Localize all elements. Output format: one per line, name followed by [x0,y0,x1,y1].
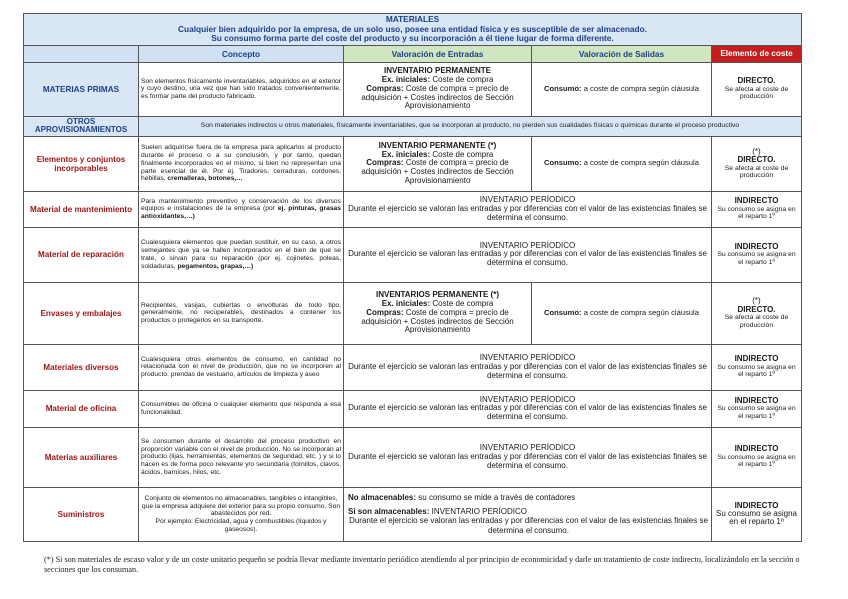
elemento-title: DIRECTO. [737,155,776,165]
row-name-diversos: Materiales diversos [24,344,139,390]
entradas-ex: Ex. iniciales: Coste de compra [381,299,494,309]
periodico-text: Durante el ejercicio se valoran las entradas y por diferencias con el valor de las existencias finales se determina el consumo. [348,249,707,268]
valoracion-suministros [344,487,712,541]
periodico-text: Durante el ejercicio se valoran las entradas y por diferencias con el valor de las existencias finales se determina el consumo. [348,451,707,470]
row-envases [24,282,802,344]
table-header-row [24,14,802,46]
entradas-compras: Compras: Coste de compra = precio de adquisición + Costes indirectos de Sección Aprovisionamiento [361,83,514,111]
column-header-entradas: Valoración de Entradas [344,45,532,62]
table-title: MATERIALES [385,14,440,24]
elemento-elementos [712,136,802,191]
elemento-title: INDIRECTO [734,354,779,364]
elemento-oficina [712,390,802,427]
valoracion-auxiliares [344,427,712,487]
row-reparacion [24,227,802,282]
salidas-envases: Consumo: a coste de compra según cláusula [532,282,712,344]
periodico-title: INVENTARIO PERÍODICO [479,394,576,404]
entradas-ex: Ex. iniciales: Coste de compra [381,149,494,159]
periodico-text: Durante el ejercicio se valoran las entradas y por diferencias con el valor de las existencias finales se determina el consumo. [348,203,707,222]
elemento-note: Se afecta al coste de producción [724,314,789,329]
elemento-note: Su consumo se asigna en el reparto 1º [717,251,796,266]
row-name-oficina: Material de oficina [24,390,139,427]
concepto-diversos: Cualesquiera otros elementos de consumo, en cantidad no relacionada con el nivel de producción, que no se incorporen al producto: prendas de vestuario, artículos de limpieza y aseo [139,344,344,390]
concepto-suministros [139,487,344,541]
elemento-title: DIRECTO. [737,76,776,86]
row-auxiliares [24,427,802,487]
footnote: (*) Si son materiales de escaso valor y de un coste unitario pequeño se podría llevar mediante inventario periódico atendiendo al por principio de economicidad y darle un tratamiento de coste indirecto, localizándolo en la sección o secciones que los consuman. [44,555,800,574]
row-mantenimiento [24,191,802,227]
valoracion-reparacion [344,227,712,282]
periodico-text: Durante el ejercicio se valoran las entradas y por diferencias con el valor de las existencias finales se determina el consumo. [348,403,707,422]
definition-line-2: Su consumo forma parte del coste del producto y su incorporación a él tiene lugar de forma diferente. [211,33,614,44]
entradas-envases [344,282,532,344]
periodico-title: INVENTARIO PERÍODICO [479,353,576,363]
row-name-reparacion: Material de reparación [24,227,139,282]
row-suministros [24,487,802,541]
row-name-suministros: Suministros [24,487,139,541]
otros-description: Son materiales indirectos u otros materiales, físicamente inventariables, que se incorporan al producto, no pierden sus cualidades físicas o químicas durante el proceso productivo [139,116,802,136]
materiales-table [23,13,802,542]
row-otros-aprovisionamientos [24,116,802,136]
concepto-text: Conjunto de elementos no almacenables, tangibles o intangibles, que la empresa adquiere del exterior para su propio consumo. Son abastecidos por red. [141,494,341,518]
periodico-text: Durante el ejercicio se valoran las entradas y por diferencias con el valor de las existencias finales se determina el consumo. [348,361,707,380]
concepto-mantenimiento: Para mantenimiento preventivo y conservación de los diversos equipos e instalaciones de la empresa (por ej. pinturas, grasas antioxidantes,…) [139,191,344,227]
table-title-cell [24,14,802,46]
entradas-title: INVENTARIO PERMANENTE [384,66,491,76]
elemento-diversos [712,344,802,390]
row-name-envases: Envases y embalajes [24,282,139,344]
concepto-elementos: Suelen adquirirse fuera de la empresa para aplicarlos al producto durante el proceso o a su conclusión, y por tanto, quedan finalmente incorporados en el mismo, si bien no representan una parte esencial de él. Por ej. Tiradores, cerraduras, cordones, hebillas, cremalleras, botones,… [139,136,344,191]
elemento-materias-primas [712,62,802,116]
row-name-mantenimiento: Material de mantenimiento [24,191,139,227]
entradas-title: INVENTARIO PERMANENTE (*) [378,140,497,150]
concepto-envases: Recipientes, vasijas, cubiertas o envolturas de todo tipo, generalmente, no recuperables, destinados a contener los productos o protegerlos en su transporte. [139,282,344,344]
concepto-reparacion: Cualesquiera elementos que puedan sustituir, en su caso, a otros semejantes que ya se hallen incorporados en el bien de que se trate, o sirvan para su reparación (por ej. cojinetes. poleas, soldaduras, pegamentos, grapas,…) [139,227,344,282]
elemento-title: INDIRECTO [734,444,779,454]
elemento-envases [712,282,802,344]
elemento-auxiliares [712,427,802,487]
no-almacenables: No almacenables: su consumo se mide a través de contadores [348,493,576,503]
elemento-mark: (*) [752,146,761,156]
elemento-title: INDIRECTO [734,395,779,405]
elemento-title: DIRECTO. [737,304,776,314]
concepto-example: Por ejemplo: Electricidad, agua y combustibles (líquidos y gaseosos). [155,518,327,533]
elemento-reparacion [712,227,802,282]
column-headers-row [24,45,802,62]
entradas-elementos [344,136,532,191]
concepto-auxiliares: Se consumen durante el desarrollo del proceso productivo en proporción variable con el nivel de producción. No se incorporan al producto (lijas, herramientas, elementos de seguridad, etc. ) y si lo hacen es de forma poco relevante y/o secundaria (tornillos, clavos, ácidos, barnices, hilos, etc. [139,427,344,487]
row-oficina [24,390,802,427]
elemento-suministros [712,487,802,541]
elemento-note: Se afecta al coste de producción [724,85,789,101]
elemento-mark: (*) [752,296,761,306]
elemento-note: Su consumo se asigna en el reparto 1º [717,405,796,420]
entradas-compras: Compras: Coste de compra = precio de adquisición + Costes indirectos de Sección Aprovisionamiento [361,158,514,185]
valoracion-diversos [344,344,712,390]
column-header-elemento: Elemento de coste [712,45,802,62]
row-name-materias-primas: MATERIAS PRIMAS [24,62,139,116]
materiales-table-sheet [23,13,801,542]
salidas-materias-primas: Consumo: a coste de compra según cláusula [532,62,712,116]
entradas-title: INVENTARIOS PERMANENTE (*) [376,290,499,300]
elemento-title: INDIRECTO [734,196,779,206]
elemento-mantenimiento [712,191,802,227]
entradas-ex: Ex. iniciales: Coste de compra [381,75,494,85]
row-diversos [24,344,802,390]
column-header-empty [24,45,139,62]
si-almacenables: Si son almacenables: INVENTARIO PERÍODICO [348,506,528,516]
periodico-title: INVENTARIO PERÍODICO [479,240,576,250]
row-name-auxiliares: Materias auxiliares [24,427,139,487]
elemento-title: INDIRECTO [734,500,779,510]
concepto-materias-primas: Son elementos físicamente inventariables, adquiridos en el exterior y cuyo destino, una vez que han sido tratados convenientemente, es formar parte del producto fabricado. [139,62,344,116]
elemento-note: Su consumo se asigna en el reparto 1º [716,509,797,527]
column-header-concepto: Concepto [139,45,344,62]
valoracion-oficina [344,390,712,427]
periodico-title: INVENTARIO PERÍODICO [479,443,576,453]
periodico-title: INVENTARIO PERÍODICO [479,195,576,205]
si-almacenables-text: Durante el ejercicio se valoran las entradas y por diferencias con el valor de las existencias finales se determina el consumo. [349,516,708,535]
elemento-title: INDIRECTO [734,241,779,251]
row-elementos-incorporables [24,136,802,191]
column-header-salidas: Valoración de Salidas [532,45,712,62]
definition-line-1: Cualquier bien adquirido por la empresa, de un solo uso, posee una entidad física y es susceptible de ser almacenado. [178,23,647,34]
valoracion-mantenimiento [344,191,712,227]
elemento-note: Su consumo se asigna en el reparto 1º [717,363,796,379]
elemento-note: Se afecta al coste de producción [724,164,789,180]
salidas-elementos: Consumo: a coste de compra según cláusula [532,136,712,191]
row-name-elementos: Elementos y conjuntos incorporables [24,136,139,191]
concepto-oficina: Consumibles de oficina o cualquier elemento que responda a esa funcionalidad. [139,390,344,427]
elemento-note: Su consumo se asigna en el reparto 1º [717,453,796,469]
row-materias-primas [24,62,802,116]
entradas-materias-primas [344,62,532,116]
entradas-compras: Compras: Coste de compra = precio de adquisición + Costes indirectos de Sección Aprovisionamiento [361,307,514,335]
elemento-note: Su consumo se asigna en el reparto 1º [717,205,796,221]
row-name-otros: OTROS APROVISIONAMIENTOS [24,116,139,136]
